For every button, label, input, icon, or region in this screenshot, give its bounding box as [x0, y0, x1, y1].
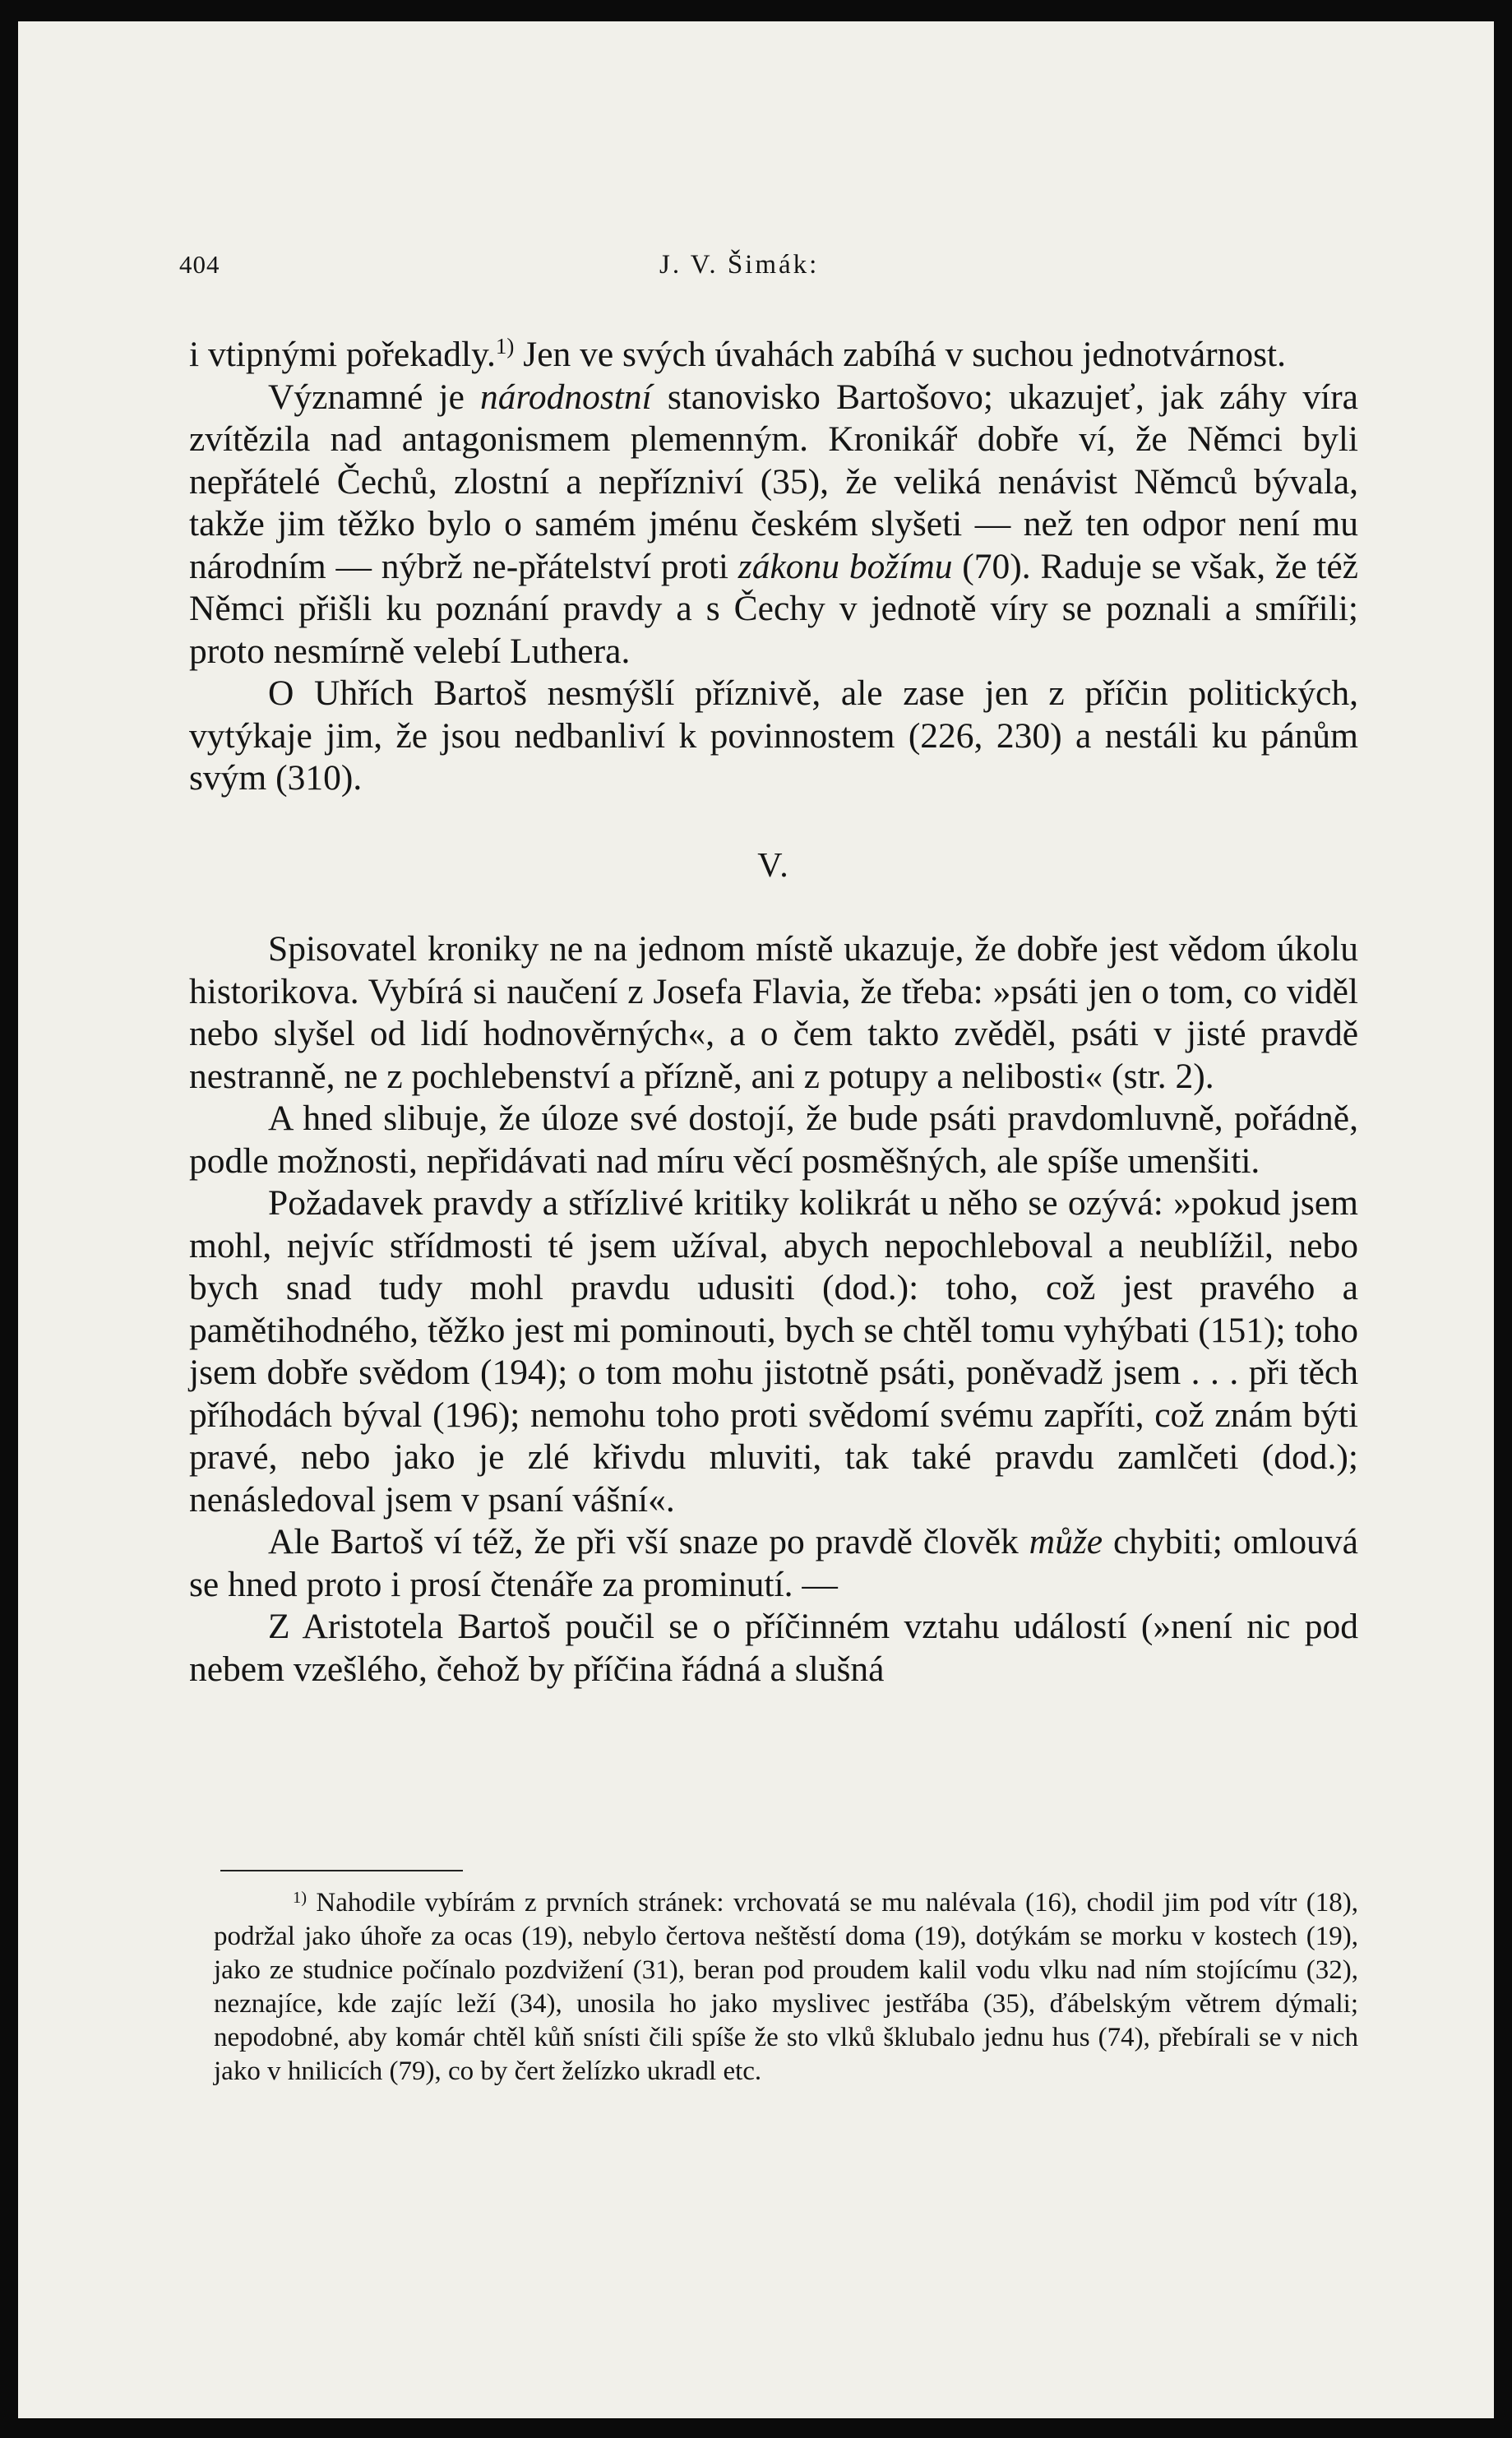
emphasis-zakonu-bozimu: zákonu božímu — [738, 546, 953, 586]
paragraph-aristotle: Z Aristotela Bartoš poučil se o příčinném vztahu událostí (»není nic pod nebem vzešlého, čehož by příčina řádná a slušná — [189, 1607, 1358, 1689]
book-page — [18, 21, 1494, 2418]
footnote — [214, 1886, 1358, 2089]
footnote-marker: 1) — [293, 1888, 307, 1907]
footnote-text: Nahodile vybírám z prvních stránek: vrchovatá se mu nalévala (16), chodil jim pod vítr (18), podržal jako úhoře za ocas (19), nebylo čertova neštěstí doma (19), dotýkám se morku v kostech (19), jako ze studnice počínalo pozdvižení (31), beran pod proudem kalil vodu vlku nad ním stojícímu (32), neznajíce, kde zajíc leží (34), unosila ho jako myslivec jestřába (35), ďábelským větrem dýmali; nepodobné, aby komár chtěl kůň snísti čili spíše že sto vlků šklubalo jednu hus (74), přebírali se v nich jako v hnilicích (79), co by čert želízko ukradl etc. — [214, 1888, 1358, 2086]
footnote-reference: 1) — [495, 334, 515, 359]
paragraph-apology: Ale Bartoš ví též, že při vší snaze po pravdě člověk může chybiti; omlouvá se hned proto i prosí čtenáře za prominutí. — — [189, 1522, 1358, 1604]
section-heading: V. — [757, 846, 790, 885]
emphasis-narodnostni: národnostní — [480, 377, 652, 417]
paragraph-historian-task: Spisovatel kroniky ne na jednom místě ukazuje, že dobře jest vědom úkolu historikova. Vybírá si naučení z Josefa Flavia, že třeba: »psáti jen o tom, co viděl nebo slyšel od lidí hodnověrných«, a o čem takto zvěděl, psáti v jisté pravdě nestranně, ne z pochlebenství a přízně, ani z potupy a nelibosti« (str. 2). — [189, 929, 1358, 1096]
page-header — [18, 250, 1494, 291]
paragraph-national-standpoint: Významné je národnostní stanovisko Bartošovo; ukazujeť, jak záhy víra zvítězila nad antagonismem plemenným. Kronikář dobře ví, že Němci byli nepřátelé Čechů, zlostní a nepřízniví (35), že veliká nenávist Němců bývala, takže jim těžko bylo o samém jménu českém slyšeti — než ten odpor není mu národním — nýbrž ne-přátelství proti zákonu božímu (70). Raduje se však, že též Němci přišli ku poznání pravdy a s Čechy v jednotě víry se poznali a smířili; proto nesmírně velebí Luthera. — [189, 377, 1358, 671]
paragraph-promise: A hned slibuje, že úloze své dostojí, že bude psáti pravdomluvně, pořádně, podle možnosti, nepřidávati nad míru věcí posměšných, ale spíše umenšiti. — [189, 1099, 1358, 1181]
paragraph-truth-criticism: Požadavek pravdy a střízlivé kritiky kolikrát u něho se ozývá: »pokud jsem mohl, nejvíc střídmosti té jsem užíval, abych nepochleboval a neublížil, nebo bych snad tudy mohl pravdu udusiti (dod.): toho, což jest pravého a pamětihodného, těžko jest mi pominouti, bych se chtěl tomu vyhýbati (151); toho jsem dobře svědom (194); o tom mohu jistotně psáti, poněvadž jsem . . . při těch příhodách býval (196); nemohu toho proti svědomí svému zapříti, což znám býti pravé, nebo jako je zlé křivdu mluviti, tak také pravdu zamlčeti (dod.); nenásledoval jsem v psaní vášní«. — [189, 1183, 1358, 1520]
paragraph-continuation: i vtipnými pořekadly.$^{1)}$ Jen ve svých úvahách zabíhá v suchou jednotvárnost. — [189, 334, 1286, 374]
main-text — [189, 334, 1358, 1691]
page-number: 404 — [179, 250, 220, 279]
footnote-separator — [220, 1870, 463, 1871]
paragraph-hungarians: O Uhřích Bartoš nesmýšlí příznivě, ale zase jen z příčin politických, vytýkaje jim, že jsou nedbanliví k povinnostem (226, 230) a nestáli ku pánům svým (310). — [189, 673, 1358, 798]
emphasis-muze: může — [1029, 1522, 1103, 1561]
running-head: J. V. Šimák: — [659, 250, 820, 280]
